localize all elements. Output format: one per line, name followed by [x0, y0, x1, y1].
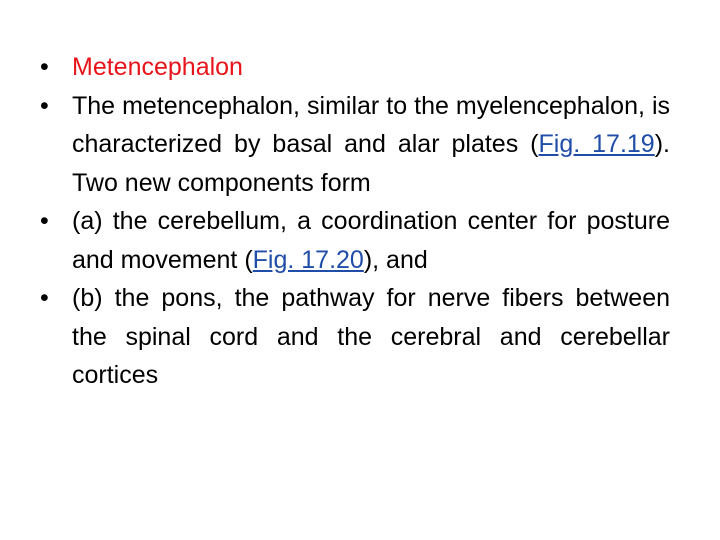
- bullet-text: (a) the cerebellum, a coordination center for posture and movement (: [72, 207, 670, 274]
- figure-link-17-19[interactable]: Fig. 17.19: [538, 130, 655, 158]
- bullet-icon: •: [40, 91, 49, 120]
- figure-link-17-20[interactable]: Fig. 17.20: [252, 245, 364, 274]
- slide-heading: Metencephalon: [72, 53, 243, 81]
- bullet-icon: •: [40, 53, 49, 81]
- bullet-item-cerebellum: [40, 202, 670, 279]
- bullet-text: ), and: [363, 245, 428, 274]
- bullet-text: ). Two new components form: [72, 130, 670, 197]
- bullet-list: [40, 48, 670, 395]
- bullet-icon: •: [40, 207, 49, 235]
- bullet-icon: •: [40, 284, 49, 312]
- bullet-item-intro: [40, 87, 670, 203]
- bullet-heading: [40, 48, 670, 87]
- bullet-text: (b) the pons, the pathway for nerve fibers between the spinal cord and the cerebral and cerebellar cortices: [72, 284, 670, 389]
- bullet-text: The metencephalon, similar to the myelencephalon, is characterized by basal and alar plates (: [72, 91, 670, 158]
- bullet-item-pons: [40, 279, 670, 395]
